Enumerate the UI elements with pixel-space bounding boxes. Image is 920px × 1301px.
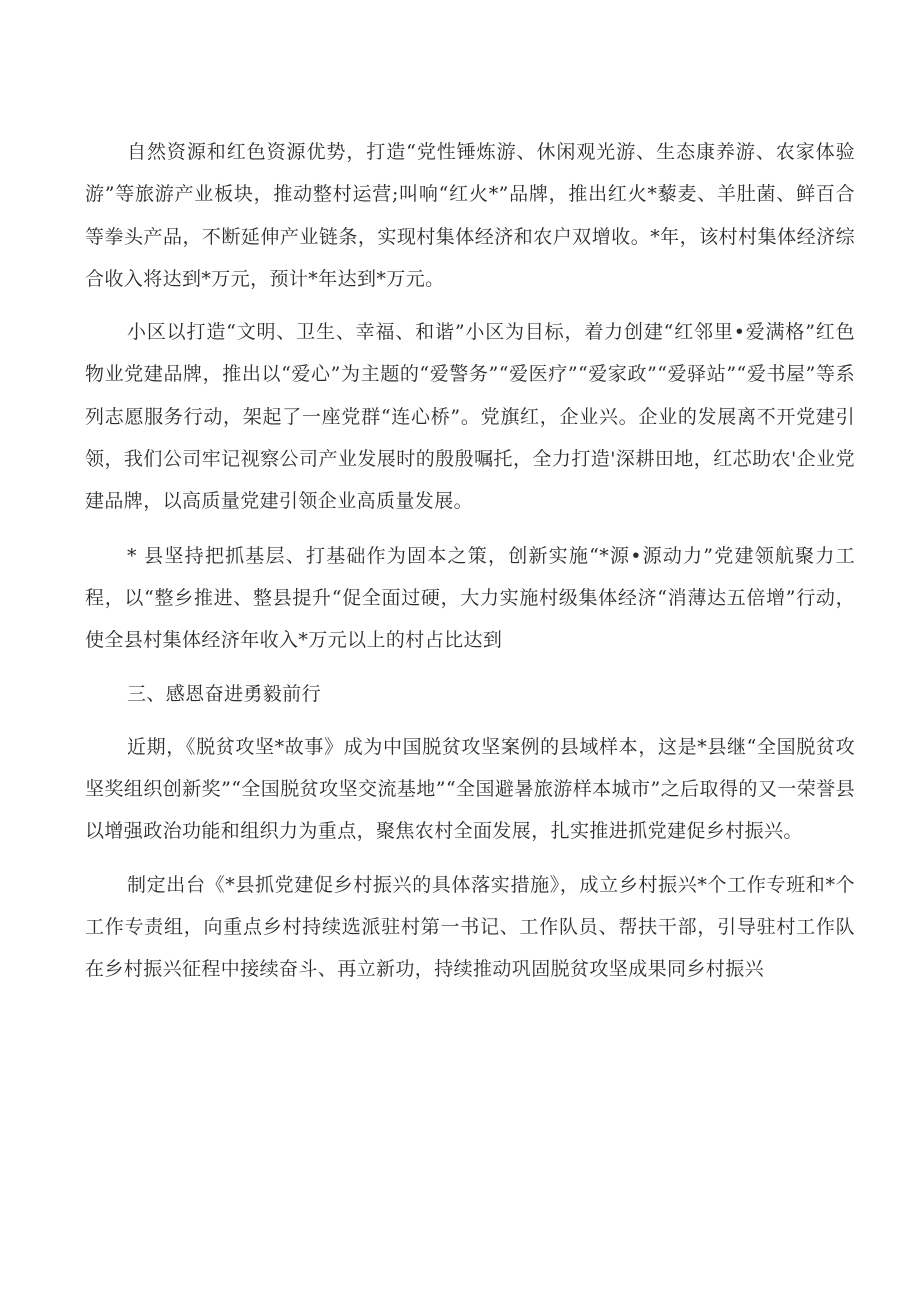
paragraph-implementation-measures: 制定出台《*县抓党建促乡村振兴的具体落实措施》，成立乡村振兴*个工作专班和*个工作专责组，向重点乡村持续选派驻村第一书记、工作队员、帮扶干部，引导驻村工作队在乡村振兴征程中接续奋斗、再立新功，持续推动巩固脱贫攻坚成果同乡村振兴 bbox=[85, 873, 855, 981]
section-heading-three: 三、感恩奋进勇毅前行 bbox=[127, 682, 322, 705]
paragraph-poverty-story: 近期，《脱贫攻坚*故事》成为中国脱贫攻坚案例的县域样本，这是*县继“全国脱贫攻坚奖组织创新奖”“全国脱贫攻坚交流基地”“全国避暑旅游样本城市”之后取得的又一荣誉县以增强政治功能和组织力为重点，聚焦农村全面发展，扎实推进抓党建促乡村振兴。 bbox=[85, 735, 855, 843]
document-body bbox=[85, 131, 855, 991]
paragraph-community-party-brand: 小区以打造“文明、卫生、幸福、和谐”小区为目标，着力创建“红邻里•爱满格”红色物业党建品牌，推出以“爱心”为主题的“爱警务”“爱医疗”“爱家政”“爱驿站”“爱书屋”等系列志愿服务行动，架起了一座党群“连心桥”。党旗红，企业兴。企业的发展离不开党建引领，我们公司牢记视察公司产业发展时的殷殷嘱托，全力打造'深耕田地，红芯助农'企业党建品牌，以高质量党建引领企业高质量发展。 bbox=[85, 321, 855, 513]
paragraph-resource-advantage: 自然资源和红色资源优势，打造“党性锤炼游、休闲观光游、生态康养游、农家体验游”等旅游产业板块，推动整村运营;叫响“红火*”品牌，推出红火*藜麦、羊肚菌、鲜百合等拳头产品，不断延伸产业链条，实现村集体经济和农户双增收。*年，该村村集体经济综合收入将达到*万元，预计*年达到*万元。 bbox=[85, 141, 855, 290]
paragraph-county-grassroots: * 县坚持把抓基层、打基础作为固本之策，创新实施“*源•源动力”党建领航聚力工程，以“整乡推进、整县提升“促全面过硬，大力实施村级集体经济“消薄达五倍增”行动，使全县村集体经济年收入*万元以上的村占比达到 bbox=[85, 544, 855, 652]
